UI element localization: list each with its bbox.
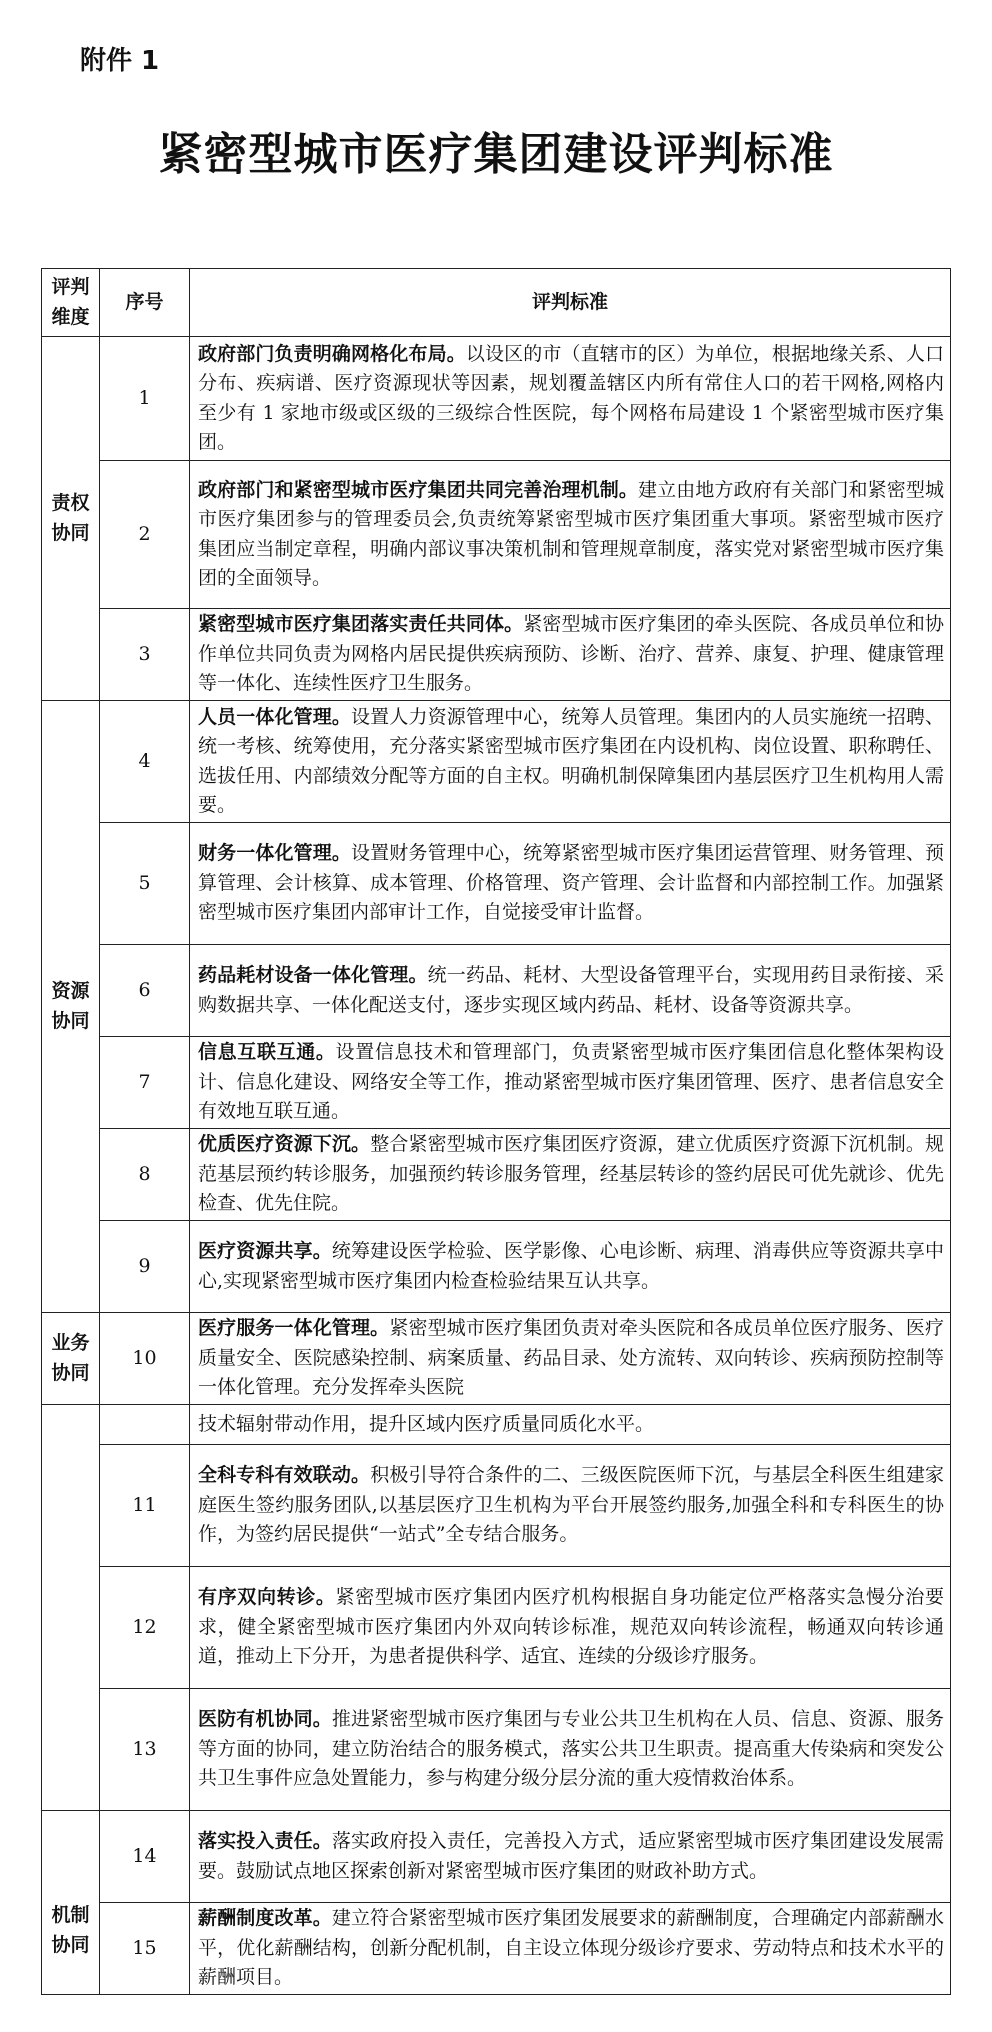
criteria-cell bbox=[190, 461, 951, 609]
criteria-cell bbox=[190, 701, 951, 823]
table-row bbox=[42, 609, 951, 701]
dimension-mechanism: 机制协同 bbox=[42, 1811, 100, 1995]
criteria-heading: 落实投入责任。 bbox=[198, 1830, 332, 1852]
criteria-text: 落实政府投入责任，完善投入方式，适应紧密型城市医疗集团建设发展需要。鼓励试点地区探索创新对紧密型城市医疗集团的财政补助方式。 bbox=[198, 1830, 944, 1882]
criteria-text: 以设区的市（直辖市的区）为单位，根据地缘关系、人口分布、疾病谱、医疗资源现状等因素，规划覆盖辖区内所有常住人口的若干网格,网格内至少有 1 家地市级或区级的三级综合性医院，每个网格布局建设 1 个紧密型城市医疗集团。 bbox=[198, 342, 944, 453]
table-row bbox=[42, 337, 951, 461]
criteria-heading: 紧密型城市医疗集团落实责任共同体。 bbox=[198, 613, 524, 636]
criteria-text: 设置信息技术和管理部门，负责紧密型城市医疗集团信息化整体架构设计、信息化建设、网络安全等工作，推动紧密型城市医疗集团管理、医疗、患者信息安全有效地互联互通。 bbox=[198, 1041, 944, 1123]
criteria-cell bbox=[190, 1405, 951, 1445]
criteria-cell bbox=[190, 1811, 951, 1903]
table-row bbox=[42, 945, 951, 1037]
row-number: 15 bbox=[100, 1903, 190, 1995]
row-number: 3 bbox=[100, 609, 190, 701]
criteria-cell bbox=[190, 945, 951, 1037]
criteria-cell bbox=[190, 1689, 951, 1811]
row-number: 7 bbox=[100, 1037, 190, 1129]
criteria-heading: 财务一体化管理。 bbox=[198, 842, 352, 865]
criteria-heading: 医疗资源共享。 bbox=[198, 1240, 332, 1262]
criteria-heading: 优质医疗资源下沉。 bbox=[198, 1133, 371, 1156]
row-number: 8 bbox=[100, 1129, 190, 1221]
row-number: 1 bbox=[100, 337, 190, 461]
table-row bbox=[42, 1405, 951, 1445]
table-row bbox=[42, 1129, 951, 1221]
table-row bbox=[42, 1221, 951, 1313]
criteria-text: 整合紧密型城市医疗集团医疗资源，建立优质医疗资源下沉机制。规范基层预约转诊服务，加强预约转诊服务管理，经基层转诊的签约居民可优先就诊、优先检查、优先住院。 bbox=[198, 1133, 944, 1215]
row-number: 10 bbox=[100, 1313, 190, 1405]
criteria-heading: 政府部门负责明确网格化布局。 bbox=[198, 342, 466, 365]
criteria-text: 建立符合紧密型城市医疗集团发展要求的薪酬制度，合理确定内部薪酬水平，优化薪酬结构，创新分配机制，自主设立体现分级诊疗要求、劳动特点和技术水平的薪酬项目。 bbox=[198, 1907, 944, 1989]
criteria-text: 统一药品、耗材、大型设备管理平台，实现用药目录衔接、采购数据共享、一体化配送支付，逐步实现区域内药品、耗材、设备等资源共享。 bbox=[198, 964, 944, 1016]
criteria-text: 紧密型城市医疗集团负责对牵头医院和各成员单位医疗服务、医疗质量安全、医院感染控制、病案质量、药品目录、处方流转、双向转诊、疾病预防控制等一体化管理。充分发挥牵头医院 bbox=[198, 1317, 944, 1399]
header-criteria: 评判标准 bbox=[190, 269, 951, 337]
criteria-heading: 药品耗材设备一体化管理。 bbox=[198, 964, 428, 986]
criteria-heading: 信息互联互通。 bbox=[198, 1041, 336, 1064]
criteria-text: 紧密型城市医疗集团的牵头医院、各成员单位和协作单位共同负责为网格内居民提供疾病预防、诊断、治疗、营养、康复、护理、健康管理等一体化、连续性医疗卫生服务。 bbox=[198, 613, 944, 695]
table-row bbox=[42, 823, 951, 945]
row-number bbox=[100, 1405, 190, 1445]
criteria-heading: 政府部门和紧密型城市医疗集团共同完善治理机制。 bbox=[198, 478, 639, 501]
criteria-heading: 有序双向转诊。 bbox=[198, 1586, 336, 1609]
table-row bbox=[42, 461, 951, 609]
criteria-text: 设置人力资源管理中心，统筹人员管理。集团内的人员实施统一招聘、统一考核、统筹使用，充分落实紧密型城市医疗集团在内设机构、岗位设置、职称聘任、选拔任用、内部绩效分配等方面的自主权。明确机制保障集团内基层医疗卫生机构用人需要。 bbox=[198, 705, 944, 816]
row-number: 13 bbox=[100, 1689, 190, 1811]
criteria-text: 推进紧密型城市医疗集团与专业公共卫生机构在人员、信息、资源、服务等方面的协同，建立防治结合的服务模式，落实公共卫生职责。提高重大传染病和突发公共卫生事件应急处置能力，参与构建分级分层分流的重大疫情救治体系。 bbox=[198, 1708, 944, 1790]
dimension-business-continued bbox=[42, 1405, 100, 1811]
criteria-cell bbox=[190, 1445, 951, 1567]
row-number: 12 bbox=[100, 1567, 190, 1689]
criteria-heading: 医疗服务一体化管理。 bbox=[198, 1317, 390, 1340]
criteria-cell bbox=[190, 337, 951, 461]
table-header-row bbox=[42, 269, 951, 337]
table-row bbox=[42, 1313, 951, 1405]
table-row bbox=[42, 701, 951, 823]
criteria-text: 设置财务管理中心，统筹紧密型城市医疗集团运营管理、财务管理、预算管理、会计核算、成本管理、价格管理、资产管理、会计监督和内部控制工作。加强紧密型城市医疗集团内部审计工作，自觉接受审计监督。 bbox=[198, 842, 944, 924]
table-row bbox=[42, 1811, 951, 1903]
row-number: 2 bbox=[100, 461, 190, 609]
dimension-responsibility: 责权协同 bbox=[42, 337, 100, 701]
criteria-heading: 医防有机协同。 bbox=[198, 1708, 332, 1731]
criteria-cell bbox=[190, 823, 951, 945]
attachment-label: 附件 1 bbox=[80, 46, 160, 76]
criteria-cell bbox=[190, 1129, 951, 1221]
table-row bbox=[42, 1567, 951, 1689]
row-number: 11 bbox=[100, 1445, 190, 1567]
table-row bbox=[42, 1903, 951, 1995]
table-row bbox=[42, 1689, 951, 1811]
criteria-text: 统筹建设医学检验、医学影像、心电诊断、病理、消毒供应等资源共享中心,实现紧密型城市医疗集团内检查检验结果互认共享。 bbox=[198, 1240, 944, 1292]
row-number: 4 bbox=[100, 701, 190, 823]
dimension-resources: 资源协同 bbox=[42, 701, 100, 1313]
criteria-cell bbox=[190, 1903, 951, 1995]
row-number: 6 bbox=[100, 945, 190, 1037]
criteria-heading: 人员一体化管理。 bbox=[198, 705, 352, 728]
criteria-cell bbox=[190, 1037, 951, 1129]
row-number: 9 bbox=[100, 1221, 190, 1313]
document-title: 紧密型城市医疗集团建设评判标准 bbox=[158, 129, 834, 180]
criteria-cell bbox=[190, 1221, 951, 1313]
row-number: 5 bbox=[100, 823, 190, 945]
criteria-table bbox=[41, 268, 951, 1995]
criteria-text: 积极引导符合条件的二、三级医院医师下沉，与基层全科医生组建家庭医生签约服务团队,以基层医疗卫生机构为平台开展签约服务,加强全科和专科医生的协作，为签约居民提供“一站式”全专结合服务。 bbox=[198, 1464, 944, 1546]
table-row bbox=[42, 1037, 951, 1129]
criteria-text: 紧密型城市医疗集团内医疗机构根据自身功能定位严格落实急慢分治要求，健全紧密型城市医疗集团内外双向转诊标准，规范双向转诊流程，畅通双向转诊通道，推动上下分开，为患者提供科学、适宜、连续的分级诊疗服务。 bbox=[198, 1586, 944, 1668]
criteria-heading: 薪酬制度改革。 bbox=[198, 1907, 332, 1930]
criteria-text: 技术辐射带动作用，提升区域内医疗质量同质化水平。 bbox=[198, 1412, 655, 1435]
criteria-heading: 全科专科有效联动。 bbox=[198, 1464, 371, 1487]
header-dimension: 评判维度 bbox=[42, 269, 100, 337]
dimension-business: 业务协同 bbox=[42, 1313, 100, 1405]
criteria-cell bbox=[190, 1313, 951, 1405]
criteria-text: 建立由地方政府有关部门和紧密型城市医疗集团参与的管理委员会,负责统筹紧密型城市医疗集团重大事项。紧密型城市医疗集团应当制定章程，明确内部议事决策机制和管理规章制度，落实党对紧密型城市医疗集团的全面领导。 bbox=[198, 478, 944, 589]
row-number: 14 bbox=[100, 1811, 190, 1903]
criteria-cell bbox=[190, 1567, 951, 1689]
criteria-cell bbox=[190, 609, 951, 701]
header-number: 序号 bbox=[100, 269, 190, 337]
table-row bbox=[42, 1445, 951, 1567]
